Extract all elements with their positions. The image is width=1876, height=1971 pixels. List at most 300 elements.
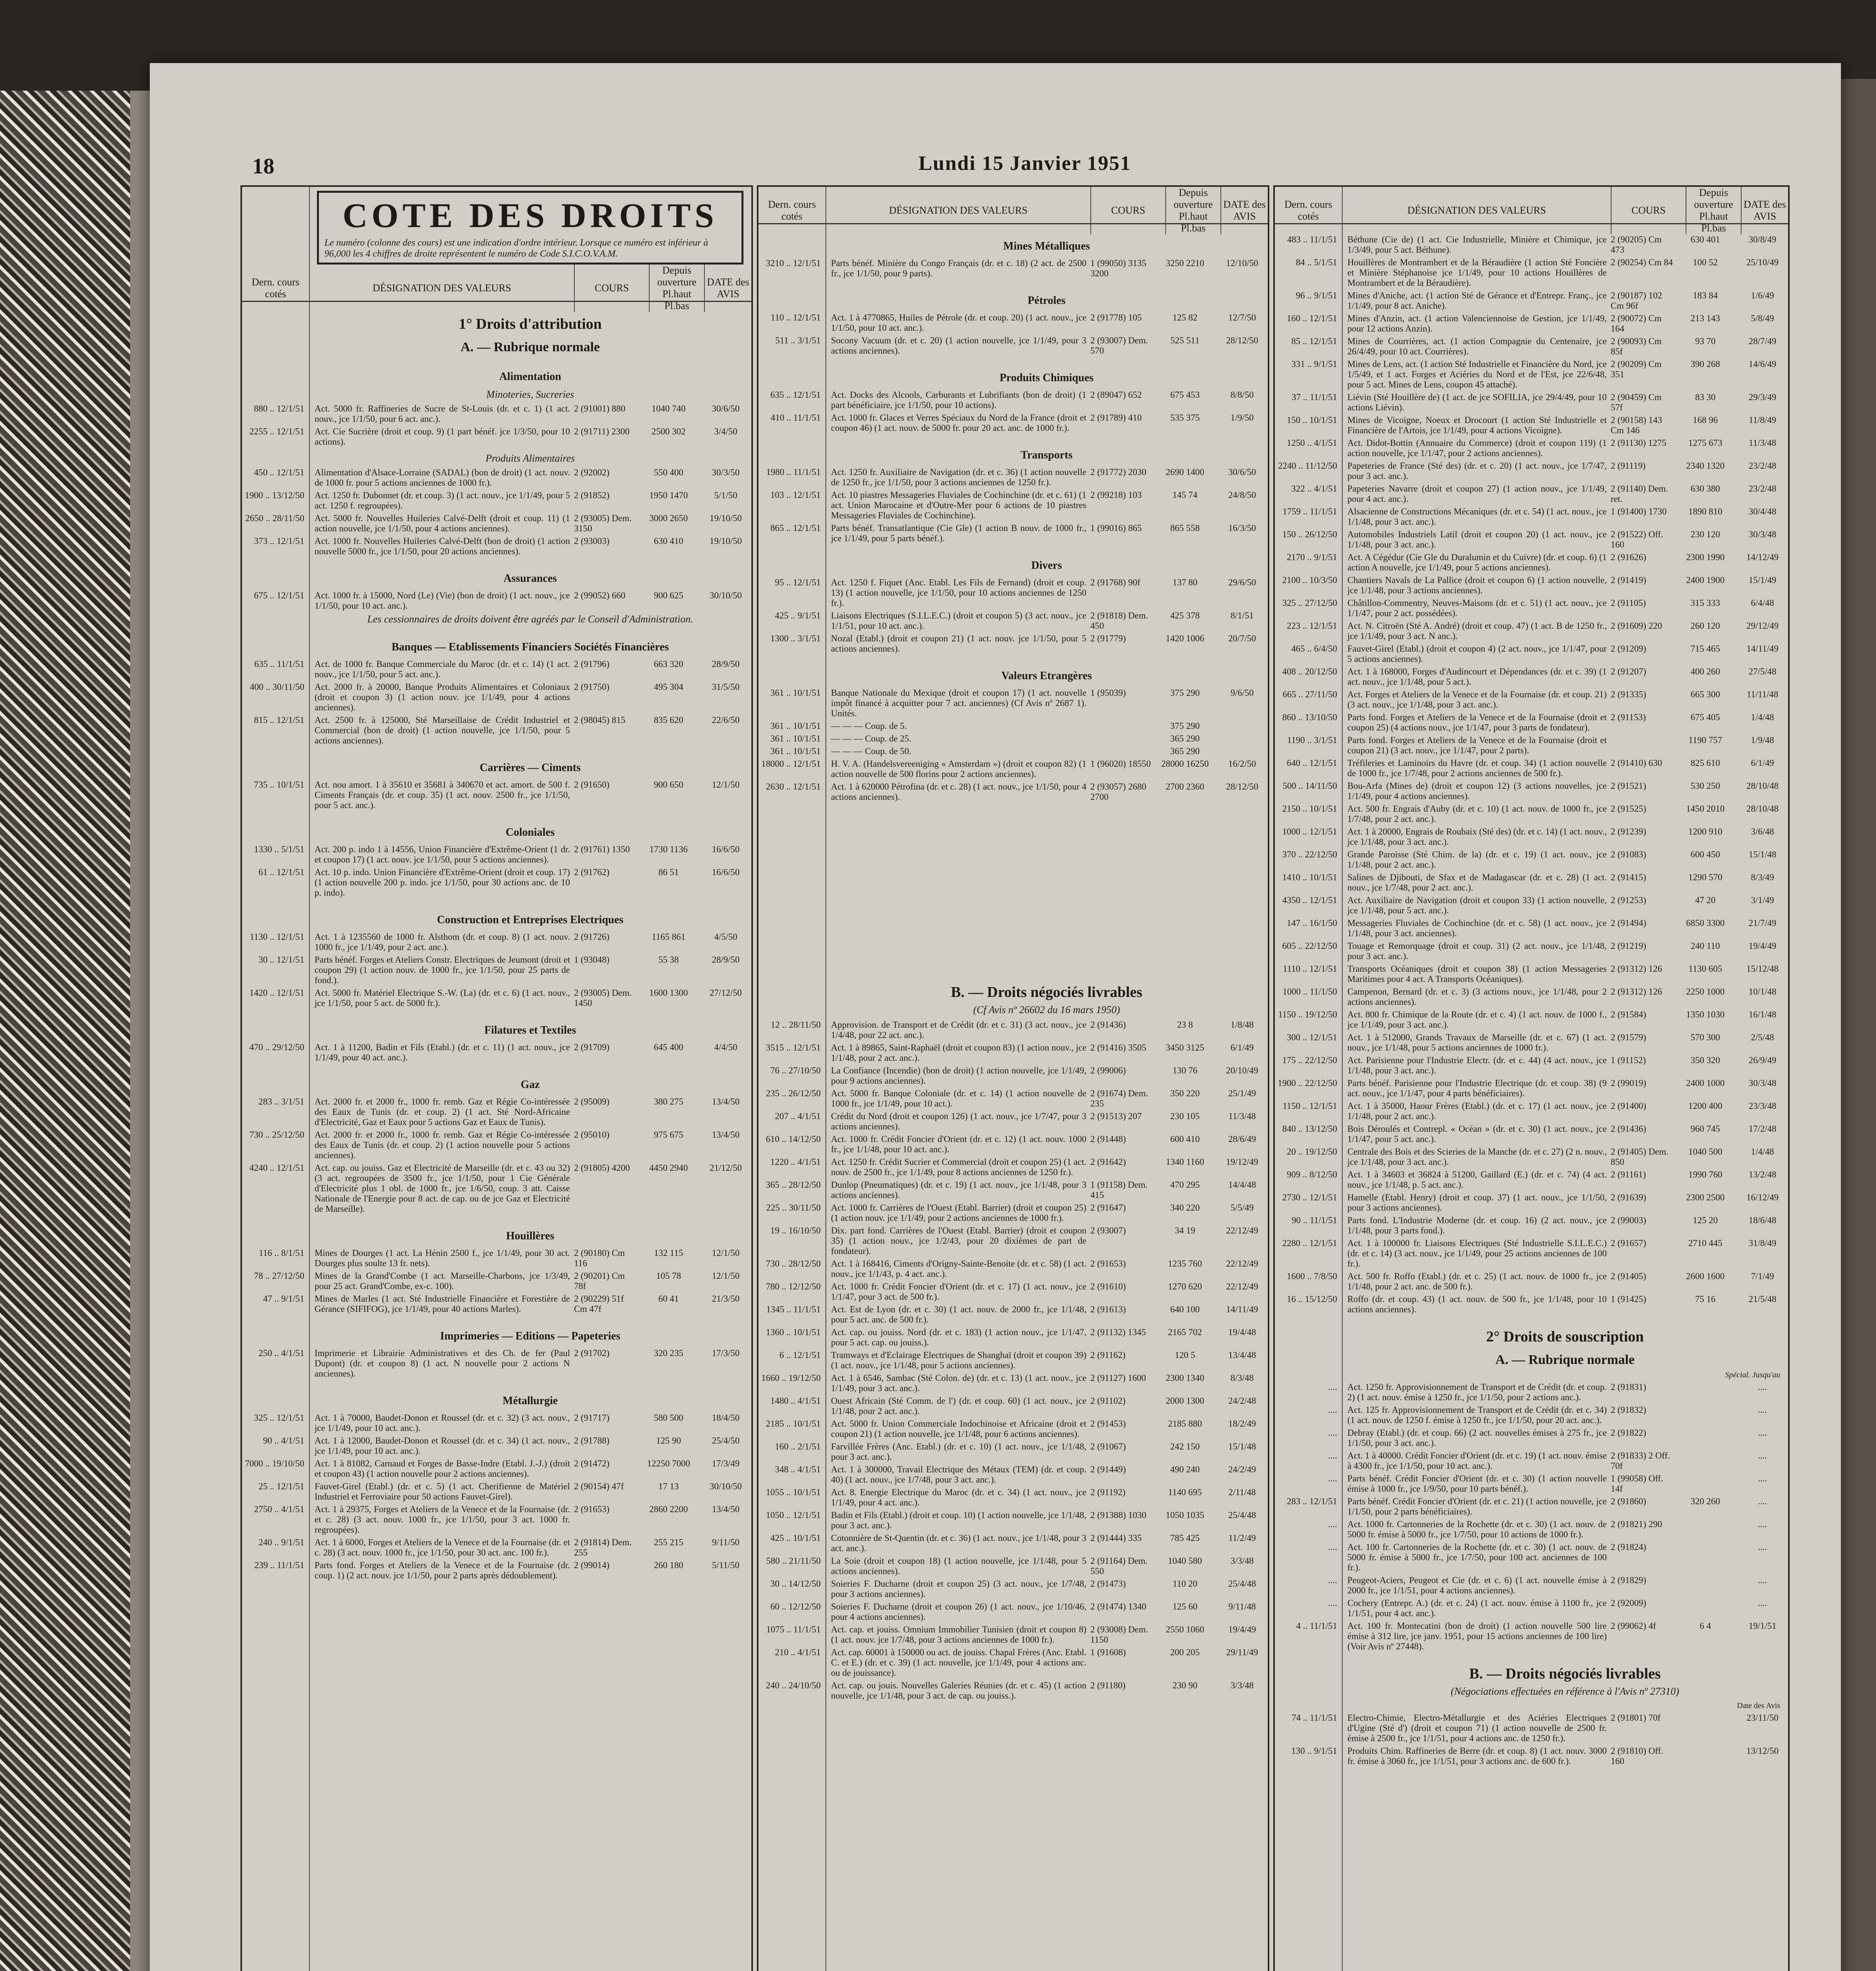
- cell-designation: Dix. part fond. Carrières de l'Ouest (Etabl. Barrier) (droit et coupon 35) (1 action nouv., jce 1/2/43, pour 20 dixièmes de part de fondateur).: [831, 1226, 1086, 1256]
- cell-cours: 2 (91494): [1611, 918, 1647, 928]
- cell-date: 322 .. 4/1/51: [1291, 484, 1337, 494]
- cell-designation: Act. 1250 fr. Auxiliaire de Navigation (dr. et c. 36) (1 action nouvelle de 1250 fr., jce 1/1/50, pour 3 actions anciennes de 1250 fr.).: [831, 467, 1086, 487]
- cell-date: ....: [1328, 1405, 1337, 1415]
- table-row: [758, 1066, 1268, 1086]
- cell-cours: 2 (93005) Dem. 3150: [574, 513, 632, 533]
- cell-date-avis: 13/2/48: [1748, 1170, 1777, 1179]
- cell-cours: 2 (92009): [1611, 1598, 1647, 1608]
- cell-cours: 2 (91474) 1340: [1090, 1602, 1146, 1611]
- cell-date: 361 .. 10/1/51: [770, 734, 821, 743]
- cell-cours: 1 (93048): [574, 955, 610, 965]
- cell-date: 1410 .. 10/1/51: [1282, 872, 1337, 882]
- cell-date-avis: 6/4/48: [1751, 598, 1774, 608]
- cell-date-avis: 1/8/48: [1230, 1020, 1254, 1030]
- table-row: [1275, 1621, 1788, 1652]
- cell-designation: Act. 1 à 29375, Forges et Ateliers de la Venece et de la Fournaise (dr. et c. 28) (3 act. nouv. 1000 fr., jce 1/1/50, pour 3 act. 1000 fr. regroupées).: [315, 1504, 570, 1535]
- cell-date-avis: 23/11/50: [1746, 1713, 1779, 1723]
- cell-date-avis: 29/12/49: [1746, 621, 1779, 631]
- cell-depuis: 665 300: [1690, 689, 1720, 699]
- cell-designation: Fauvet-Girel (Etabl.) (dr. et c. 5) (1 act. Cherifienne de Matériel Industriel et Ferroviaire pour 50 actions Fauvet-Girel).: [315, 1481, 570, 1502]
- cell-depuis: 365 290: [1170, 734, 1200, 743]
- category-heading: Produits Chimiques: [999, 372, 1094, 384]
- table-row: [242, 715, 751, 746]
- cell-depuis: 260 120: [1690, 621, 1720, 631]
- cell-designation: Tramways et d'Eclairage Electriques de Shanghaï (droit et coupon 39) (1 act. nouv., jce 1/1/48, pour 5 actions anciennes).: [831, 1350, 1086, 1370]
- cell-designation: Act. nou amort. 1 à 35610 et 35681 à 340670 et act. amort. de 500 f. Ciments Français (dr. et coup. 35) (1 act. nouv. 2500 fr., jce 1/1/50, pour 5 act. anc.).: [315, 780, 570, 810]
- cell-depuis: 125 82: [1172, 313, 1198, 322]
- table-row: [1275, 336, 1788, 357]
- cell-date: 465 .. 6/4/50: [1291, 644, 1337, 654]
- cell-designation: Act. Forges et Ateliers de la Venece et de la Fournaise (dr. et coup. 21) (3 act. nouv., jce 1/1/48, pour 3 act. anc.).: [1347, 689, 1607, 710]
- cell-cours: 2 (99006): [1090, 1066, 1126, 1075]
- cell-depuis: 640 100: [1170, 1304, 1200, 1314]
- cell-cours: 2 (91239): [1611, 827, 1647, 836]
- hdr-depuis: Depuis ouverture Pl.haut Pl.bas: [1165, 187, 1220, 234]
- table-row: [242, 1560, 751, 1581]
- cell-date: 1900 .. 13/12/50: [245, 490, 304, 500]
- cell-designation: Touage et Remorquage (droit et coup. 31) (2 act. nouv., jce 1/1/48, pour 3 act. anc.).: [1347, 941, 1607, 961]
- cell-designation: Act. 1 à 168416, Ciments d'Origny-Sainte-Benoite (dr. et c. 58) (1 act. nouv., jce 1/1/43, p. 4 act. anc.).: [831, 1259, 1086, 1279]
- cell-designation: Mines d'Aniche, act. (1 action Sté de Gérance et d'Entrepr. Franç., jce 1/1/49, pour 8 act. Aniche).: [1347, 291, 1607, 311]
- cell-date-avis: 27/5/48: [1748, 667, 1777, 676]
- cell-cours: 2 (91639): [1611, 1192, 1647, 1202]
- cell-depuis: 1165 861: [652, 932, 686, 942]
- cell-date-avis: 20/7/50: [1228, 633, 1256, 643]
- cell-designation: Act. Auxiliaire de Navigation (droit et coupon 33) (1 action nouvelle, jce 1/1/48, pour 5 act. anc.).: [1347, 895, 1607, 915]
- table-row: [1275, 1238, 1788, 1269]
- table-row: [1275, 1519, 1788, 1540]
- cell-depuis: 490 240: [1170, 1464, 1200, 1474]
- cell-date-avis: 29/3/49: [1748, 392, 1777, 402]
- cell-designation: Parts fond. L'Industrie Moderne (dr. et coup. 16) (2 act. nouv., jce 1/1/48, pour 3 parts fond.).: [1347, 1215, 1607, 1235]
- cell-date: 147 .. 16/1/50: [1287, 918, 1337, 928]
- cell-date: 160 .. 2/1/51: [775, 1442, 821, 1451]
- cell-depuis: 2340 1320: [1686, 461, 1725, 471]
- cell-date-avis: 12/1/50: [712, 780, 740, 790]
- cell-date: 18000 .. 12/1/51: [761, 759, 821, 769]
- cell-date: 30 .. 12/1/51: [258, 955, 304, 965]
- cell-date: 2100 .. 10/3/50: [1282, 575, 1337, 585]
- cell-designation: Debray (Etabl.) (dr. et coup. 66) (2 act. nouvelles émises à 275 fr., jce 1/1/50, pour 3 act. anc.).: [1347, 1428, 1607, 1448]
- cell-date: 400 .. 30/11/50: [250, 682, 304, 692]
- cell-date: 300 .. 12/1/51: [1287, 1032, 1337, 1042]
- cell-date: 283 .. 12/1/51: [1287, 1496, 1337, 1506]
- cell-cours: 1 (91400) 1730: [1611, 507, 1667, 516]
- cell-depuis: 1730 1136: [649, 844, 688, 854]
- section-title: B. — Droits négociés livrables: [1469, 1665, 1661, 1682]
- category-note: Les cessionnaires de droits doivent être agréés par le Conseil d'Administration.: [367, 613, 693, 625]
- cell-cours: 2 (91400): [1611, 1101, 1647, 1111]
- section-note: (Négociations effectuées en référence à l'Avis nº 27310): [1451, 1686, 1679, 1697]
- cell-cours: 2 (91449): [1090, 1464, 1126, 1474]
- cell-depuis: 675 405: [1690, 712, 1720, 722]
- cell-date-avis: 14/6/49: [1748, 359, 1777, 369]
- cell-date-avis: 16/1/48: [1748, 1010, 1777, 1019]
- table-row: [758, 1464, 1268, 1485]
- cell-date-avis: 24/8/50: [1228, 490, 1256, 500]
- cell-date: ....: [1328, 1474, 1337, 1483]
- cell-date-avis: 26/9/49: [1748, 1055, 1777, 1065]
- cell-depuis: [1674, 1451, 1737, 1471]
- book-binding: [0, 91, 130, 1971]
- cell-date: 640 .. 12/1/51: [1287, 758, 1337, 768]
- cell-depuis: 2400 1900: [1686, 575, 1725, 585]
- cell-date: 780 .. 12/12/50: [766, 1282, 821, 1291]
- table-row: [242, 932, 751, 952]
- cell-depuis: 2860 2200: [649, 1504, 688, 1514]
- cell-cours: 2 (93007): [1090, 1226, 1126, 1235]
- cell-depuis: 242 150: [1170, 1442, 1200, 1451]
- cell-cours: 2 (91609) 220: [1611, 621, 1662, 631]
- cell-date: 150 .. 10/1/51: [1287, 415, 1337, 425]
- table-row: [758, 578, 1268, 608]
- cell-cours: 2 (99003): [1611, 1215, 1647, 1225]
- table-row: [758, 1304, 1268, 1325]
- cell-cours: 2 (91067): [1090, 1442, 1126, 1451]
- cell-cours: 2 (91860): [1611, 1496, 1647, 1506]
- cell-cours: 1 (96020) 18550: [1090, 759, 1151, 769]
- table-row: [1275, 850, 1788, 870]
- cell-cours: 2 (91405) Dem. 850: [1611, 1147, 1669, 1167]
- cell-date-avis: 8/3/49: [1751, 872, 1774, 882]
- cell-cours: 2 (91801) 70f: [1611, 1713, 1661, 1723]
- cell-date: ....: [1328, 1598, 1337, 1608]
- cell-cours: 2 (91410) 630: [1611, 758, 1662, 768]
- cell-date-avis: 20/10/49: [1226, 1066, 1258, 1075]
- cell-date-avis: ....: [1758, 1542, 1767, 1552]
- cell-date-avis: 19/4/48: [1228, 1327, 1256, 1337]
- cell-depuis: 975 675: [654, 1130, 684, 1140]
- cell-date-avis: 22/12/49: [1226, 1226, 1258, 1235]
- cell-date-avis: 24/2/48: [1228, 1396, 1256, 1406]
- cell-date-avis: 14/12/49: [1746, 552, 1779, 562]
- table-row: [758, 759, 1268, 779]
- cell-date-avis: 17/3/50: [712, 1348, 740, 1358]
- cell-cours: 2 (91788): [574, 1436, 610, 1446]
- cell-date: 665 .. 27/11/50: [1282, 689, 1337, 699]
- cell-date: 103 .. 12/1/51: [770, 490, 821, 500]
- cell-designation: Act. 500 fr. Engrais d'Auby (dr. et c. 10) (1 act. nouv. de 1000 fr., jce 1/7/48, pour 2 act. anc.).: [1347, 804, 1607, 824]
- cell-date-avis: 25/4/48: [1228, 1579, 1256, 1589]
- table-row: [1275, 1294, 1788, 1315]
- table-row: [1275, 1542, 1788, 1573]
- cell-designation: Act. 5000 fr. Nouvelles Huileries Calvé-Delft (droit et coup. 11) (1 action nouvelle, jce 1/1/50, pour 4 actions anciennes).: [315, 513, 570, 533]
- table-row: [758, 1259, 1268, 1279]
- cell-cours: 2 (91805) 4200: [574, 1163, 630, 1173]
- cell-designation: Act. 1000 fr. Crédit Foncier d'Orient (dr. et c. 17) (1 act. nouv., jce 1/1/47, pour 3 act. de 500 fr.).: [831, 1282, 1086, 1302]
- cell-depuis: 3000 2650: [649, 513, 688, 523]
- cell-depuis: 55 38: [658, 955, 679, 965]
- cell-cours: 2 (93003): [574, 536, 610, 546]
- cell-depuis: 900 625: [654, 591, 684, 600]
- cell-designation: Campenon, Bernard (dr. et c. 3) (3 actions nouv., jce 1/1/48, pour 2 actions anciennes).: [1347, 987, 1607, 1007]
- cell-cours: 2 (93005) Dem. 1450: [574, 988, 632, 1008]
- cell-date: 1480 .. 4/1/51: [770, 1396, 821, 1406]
- cell-date: 76 .. 27/10/50: [770, 1066, 821, 1075]
- table-row: [758, 313, 1268, 333]
- cell-cours: 2 (91831): [1611, 1382, 1647, 1392]
- cell-cours: 2 (91657): [1611, 1238, 1647, 1248]
- cell-designation: Act. A Cégédur (Cie Gle du Duralumin et du Cuivre) (dr. et coup. 6) (1 action A nouvelle, jce 1/1/49, pour 5 actions anciennes).: [1347, 552, 1607, 572]
- cell-date: 2150 .. 10/1/51: [1282, 804, 1337, 814]
- cell-cours: 2 (91796): [574, 659, 610, 669]
- cell-date-avis: 19/10/50: [710, 513, 742, 523]
- table-row: [758, 1111, 1268, 1132]
- cell-cours: 1 (95039): [1090, 688, 1126, 698]
- cell-cours: 2 (93007) Dem. 570: [1090, 335, 1148, 356]
- table-row: [758, 1442, 1268, 1462]
- hdr-date-avis: DATE des AVIS: [1741, 187, 1788, 234]
- table-row: [1275, 1428, 1788, 1448]
- cell-cours: 2 (89047) 652: [1090, 390, 1142, 400]
- cell-date: ....: [1328, 1451, 1337, 1461]
- cell-date-avis: 2/11/48: [1228, 1487, 1256, 1497]
- cell-designation: La Confiance (Incendie) (bon de droit) (1 action nouvelle, jce 1/1/49, pour 9 actions anciennes).: [831, 1066, 1086, 1086]
- cell-cours: 2 (91610): [1090, 1282, 1126, 1291]
- table-row: [1275, 529, 1788, 550]
- cell-date: 500 .. 14/11/50: [1282, 781, 1337, 791]
- cell-date: 635 .. 12/1/51: [770, 390, 821, 400]
- cell-date: 150 .. 26/12/50: [1282, 529, 1337, 539]
- cell-designation: Soieries F. Ducharne (droit et coupon 26) (1 act. nouv., jce 1/10/46, pour 4 actions anciennes).: [831, 1602, 1086, 1622]
- page-stack-edge: [1841, 79, 1876, 1971]
- cell-designation: Act. cap. ou jouiss. Gaz et Electricité de Marseille (dr. et c. 43 ou 32) (3 act. regroupées de 3500 fr., jce 1/1/50, pour 1 Cie Générale d'Electricité plus 1 obl. de 1000 fr., jce 1/6/50, coup. 3 att. Caisse Nationale de l'Energie pour 8 act. de cap. ou de jce Gaz et Electricité de Marseille).: [315, 1163, 570, 1214]
- cell-depuis: 260 180: [654, 1560, 684, 1570]
- cell-date: 580 .. 21/11/50: [766, 1556, 821, 1566]
- cell-date-avis: 12/1/50: [712, 1271, 740, 1281]
- hdr-cours: COURS: [1090, 187, 1165, 234]
- cell-cours: 2 (91453): [1090, 1419, 1126, 1429]
- cell-cours: 2 (91416) 3505: [1090, 1043, 1146, 1053]
- table-row: [1275, 621, 1788, 641]
- table-row: [758, 335, 1268, 356]
- cell-designation: Salines de Djibouti, de Sfax et de Madagascar (dr. et c. 28) (1 act. nouv., jce 1/7/48, pour 2 act. anc.).: [1347, 872, 1607, 892]
- table-row: [242, 1348, 751, 1379]
- cell-designation: — — — Coup. de 5.: [831, 721, 907, 731]
- cell-date: 4350 .. 12/1/51: [1282, 895, 1337, 905]
- cell-date-avis: 7/1/49: [1751, 1271, 1774, 1281]
- cell-date-avis: 9/11/48: [1228, 1602, 1256, 1611]
- cell-designation: Châtillon-Commentry, Neuves-Maisons (dr. et c. 51) (1 act. nouv., jce 1/1/47, pour 2 act. possédées).: [1347, 598, 1607, 618]
- cell-cours: 2 (91388) 1030: [1090, 1510, 1146, 1520]
- hdr-date-avis: DATE des AVIS: [1220, 187, 1268, 234]
- cell-designation: Parts bénéf. Forges et Ateliers Constr. Electriques de Jeumont (droit et coupon 29) (1 action nouv. de 1000 fr., jce 1/1/50, pour 25 parts de fond.).: [315, 955, 570, 985]
- table-row: [1275, 1055, 1788, 1076]
- cell-cours: 2 (91436): [1611, 1124, 1647, 1134]
- cell-cours: 2 (91726): [574, 932, 610, 942]
- cell-designation: Act. 800 fr. Chimique de la Route (dr. et c. 4) (1 act. nouv. de 1000 f., jce 1/1/49, pour 3 act. anc.).: [1347, 1010, 1607, 1030]
- cell-depuis: 1290 570: [1688, 872, 1723, 882]
- cell-date: 1075 .. 11/1/51: [766, 1624, 821, 1634]
- cell-designation: Act. Est de Lyon (dr. et c. 30) (1 act. nouv. de 2000 fr., jce 1/1/48, pour 5 act. anc. de 500 fr.).: [831, 1304, 1086, 1325]
- cell-depuis: [1674, 1519, 1737, 1540]
- cell-designation: Produits Chim. Raffineries de Berre (dr. et coup. 8) (1 act. nouv. 3000 fr. émise à 3060 fr., jce 1/1/51, pour 3 actions anc. de 600 fr.).: [1347, 1746, 1607, 1766]
- cell-depuis: 125 90: [656, 1436, 681, 1446]
- table-row: [1275, 987, 1788, 1007]
- cell-date: 90 .. 4/1/51: [263, 1436, 304, 1446]
- cell-cours: 1 (91158) Dem. 415: [1090, 1180, 1148, 1200]
- table-row: [758, 1134, 1268, 1155]
- cell-cours: 2 (99052) 660: [574, 591, 626, 600]
- subcategory-heading: Minoteries, Sucreries: [486, 389, 574, 400]
- cell-date: 207 .. 4/1/51: [775, 1111, 821, 1121]
- binding-spine: [130, 91, 150, 1971]
- table-row: [758, 1579, 1268, 1599]
- cell-date-avis: 25/4/48: [1228, 1510, 1256, 1520]
- table-row: [1275, 1215, 1788, 1236]
- cell-designation: Papeteries Navarre (droit et coupon 27) (1 action nouv., jce 1/1/49, pour 4 act. anc.).: [1347, 484, 1607, 504]
- cell-designation: Act. Docks des Alcools, Carburants et Lubrifiants (bon de droit) (1 part bénéficiaire, jce 1/1/50, pour 10 actions).: [831, 390, 1086, 410]
- cell-cours: 2 (93057) 2680 2700: [1090, 782, 1146, 802]
- cell-depuis: 125 60: [1172, 1602, 1198, 1611]
- cell-designation: Act. cap. ou jouis. Nouvelles Galeries Réunies (dr. et c. 45) (1 action nouvelle, jce 1/1/48, pour 3 act. de cap. ou jouiss.).: [831, 1680, 1086, 1701]
- cell-designation: Act. 1 à 300000, Travail Electrique des Métaux (TEM) (dr. et coup. 40) (1 act. nouv., jce 1/7/48, pour 3 act. anc.).: [831, 1464, 1086, 1485]
- cell-date-avis: 30/10/50: [710, 1481, 742, 1491]
- cell-depuis: 1600 1300: [649, 988, 688, 998]
- cell-depuis: 320 260: [1690, 1496, 1720, 1506]
- cell-cours: 2 (91001) 880: [574, 404, 626, 414]
- cell-designation: Act. 1 à 512000, Grands Travaux de Marseille (dr. et c. 67) (1 act. nouv., jce 1/1/48, pour 5 actions anciennes de 1000 fr.).: [1347, 1032, 1607, 1053]
- table-row: [242, 1248, 751, 1269]
- cell-depuis: 200 205: [1170, 1647, 1200, 1657]
- table-row: [1275, 1010, 1788, 1030]
- cell-cours: 1 (91425): [1611, 1294, 1647, 1304]
- cell-cours: 2 (99019): [1611, 1078, 1647, 1088]
- cell-depuis: 350 320: [1690, 1055, 1720, 1065]
- cell-depuis: 168 96: [1693, 415, 1718, 425]
- table-row: [242, 1436, 751, 1456]
- cell-depuis: [1674, 1542, 1737, 1573]
- cell-cours: [1086, 746, 1153, 756]
- cell-date: 1300 .. 3/1/51: [770, 633, 821, 643]
- cell-date-avis: 19/12/49: [1226, 1157, 1258, 1167]
- page-number: 18: [252, 154, 274, 179]
- cell-date-avis: 15/12/48: [1746, 964, 1779, 974]
- cell-date-avis: 16/6/50: [712, 844, 740, 854]
- cell-date: 160 .. 12/1/51: [1287, 313, 1337, 323]
- cell-depuis: 2690 1400: [1166, 467, 1204, 477]
- cell-depuis: 1190 757: [1688, 735, 1722, 745]
- cell-designation: Mines de Dourges (1 act. La Hénin 2500 f., jce 1/1/49, pour 30 act. Dourges plus soulte 13 fr. nets).: [315, 1248, 570, 1268]
- cell-designation: Act. 500 fr. Roffo (Etabl.) (dr. et c. 25) (1 act. nouv. de 1000 fr., jce 1/1/48, pour 2 act. anc. de 500 fr.).: [1347, 1271, 1607, 1291]
- cell-cours: 2 (91312) 126: [1611, 987, 1662, 997]
- cell-date: 25 .. 12/1/51: [258, 1481, 304, 1491]
- cell-date-avis: 24/2/49: [1228, 1464, 1256, 1474]
- table-row: [758, 1602, 1268, 1622]
- cell-depuis: 425 378: [1170, 611, 1200, 620]
- cell-cours: 1 (99050) 3135 3200: [1090, 258, 1146, 278]
- cell-depuis: 130 76: [1172, 1066, 1198, 1075]
- cell-designation: La Soie (droit et coupon 18) (1 action nouvelle, jce 1/1/48, pour 5 actions anciennes).: [831, 1556, 1086, 1576]
- hdr-cours: COURS: [1611, 187, 1686, 234]
- cell-date-avis: 21/5/48: [1748, 1294, 1777, 1304]
- table-row: [1275, 359, 1788, 390]
- cell-cours: 2 (90072) Cm 164: [1611, 313, 1662, 333]
- table-row: [758, 1396, 1268, 1416]
- cell-depuis: [1674, 1713, 1737, 1744]
- cell-date: 1420 .. 12/1/51: [249, 988, 304, 998]
- cell-date: 605 .. 22/12/50: [1282, 941, 1337, 951]
- table-row: [1275, 392, 1788, 413]
- table-row: [1275, 1124, 1788, 1144]
- cell-date: 880 .. 12/1/51: [254, 404, 304, 414]
- cell-date-avis: 28/12/50: [1226, 782, 1258, 792]
- cell-depuis: 1040 740: [651, 404, 686, 414]
- cell-depuis: 110 20: [1172, 1579, 1198, 1589]
- cell-date-avis: 29/6/50: [1228, 578, 1256, 587]
- cell-depuis: 1235 760: [1168, 1259, 1202, 1269]
- cell-date: 470 .. 29/12/50: [249, 1042, 304, 1052]
- cell-depuis: 320 235: [654, 1348, 684, 1358]
- cell-date: 95 .. 12/1/51: [775, 578, 821, 587]
- cell-depuis: 530 250: [1690, 781, 1720, 791]
- cell-designation: Badin et Fils (Etabl.) (droit et coup. 10) (1 action nouvelle, jce 1/1/48, pour 3 act. anc.).: [831, 1510, 1086, 1530]
- cell-depuis: 1450 2010: [1686, 804, 1725, 814]
- hdr-designation: DÉSIGNATION DES VALEURS: [1342, 187, 1611, 234]
- cell-date: 348 .. 4/1/51: [775, 1464, 821, 1474]
- cell-cours: 2 (91132) 1345: [1090, 1327, 1146, 1337]
- table-row: [758, 413, 1268, 433]
- cell-date: 235 .. 26/12/50: [766, 1088, 821, 1098]
- cell-cours: 2 (91832): [1611, 1405, 1647, 1415]
- cell-date-avis: 30/3/48: [1748, 529, 1777, 539]
- table-row: [1275, 895, 1788, 916]
- cell-date-avis: 29/11/49: [1226, 1647, 1258, 1657]
- cell-cours: 2 (91762): [574, 867, 610, 877]
- table-row: [242, 427, 751, 447]
- category-heading: Pétroles: [1028, 294, 1066, 307]
- cell-date-avis: 5/11/50: [712, 1560, 740, 1570]
- date-avis-label: Date des Avis: [1737, 1701, 1780, 1710]
- cell-designation: Act. 5000 fr. Banque Coloniale (dr. et c. 14) (1 action nouvelle de 1000 fr., jce 1/1/49, pour 10 act.).: [831, 1088, 1086, 1108]
- table-row: [242, 1042, 751, 1063]
- table-row: [1275, 804, 1788, 824]
- cell-depuis: 132 115: [654, 1248, 683, 1258]
- cell-depuis: [1674, 1428, 1737, 1448]
- cell-designation: Act. 1000 fr. Carrières de l'Ouest (Etabl. Barrier) (droit et coupon 25) (1 action nouv. jce 1/1/49, pour 2 actions anciennes de 1000 fr.).: [831, 1203, 1086, 1223]
- cell-cours: [1086, 734, 1153, 744]
- column-2: [757, 185, 1269, 1971]
- cell-date-avis: 13/4/48: [1228, 1350, 1256, 1360]
- table-row: [1275, 712, 1788, 733]
- cell-cours: 2 (90154) 47f: [574, 1481, 624, 1491]
- cell-date: 12 .. 28/11/50: [771, 1020, 821, 1030]
- cell-date-avis: 31/8/49: [1748, 1238, 1777, 1248]
- cell-date: 74 .. 11/1/51: [1291, 1713, 1337, 1723]
- cell-designation: Roffo (dr. et coup. 43) (1 act. nouv. de 500 fr., jce 1/1/48, pour 10 actions anciennes).: [1347, 1294, 1607, 1314]
- cell-date-avis: 9/6/50: [1230, 688, 1254, 698]
- cell-cours: 2 (90254) Cm 84: [1611, 257, 1673, 267]
- cell-cours: 2 (91768) 90f: [1090, 578, 1140, 587]
- cell-date: 840 .. 13/12/50: [1282, 1124, 1337, 1134]
- cell-cours: 2 (91525): [1611, 804, 1647, 814]
- cell-depuis: 230 90: [1172, 1680, 1198, 1690]
- cell-date: 61 .. 12/1/51: [258, 867, 304, 877]
- cell-date: 1250 .. 4/1/51: [1287, 438, 1337, 448]
- cell-date-avis: ....: [1758, 1405, 1767, 1415]
- cell-designation: Act. 1000 fr. Crédit Foncier d'Orient (dr. et c. 12) (1 act. nouv. 1000 fr., jce 1/1/48, pour 10 act. anc.).: [831, 1134, 1086, 1154]
- cell-cours: 1 (99058) Off. 14f: [1611, 1474, 1664, 1494]
- cell-date: 450 .. 12/1/51: [254, 468, 304, 477]
- cell-cours: 2 (91164) Dem. 550: [1090, 1556, 1148, 1576]
- cell-date-avis: 30/6/50: [712, 404, 740, 414]
- category-heading: Alimentation: [499, 371, 561, 383]
- cell-depuis: [1674, 1746, 1737, 1766]
- cell-date-avis: 16/6/50: [712, 867, 740, 877]
- cell-designation: Transports Océaniques (droit et coupon 38) (1 action Messageries Maritimes pour 4 act. A Transports Océaniques).: [1347, 964, 1607, 984]
- cell-date: 175 .. 22/12/50: [1282, 1055, 1337, 1065]
- cell-date: 1055 .. 10/1/51: [766, 1487, 821, 1497]
